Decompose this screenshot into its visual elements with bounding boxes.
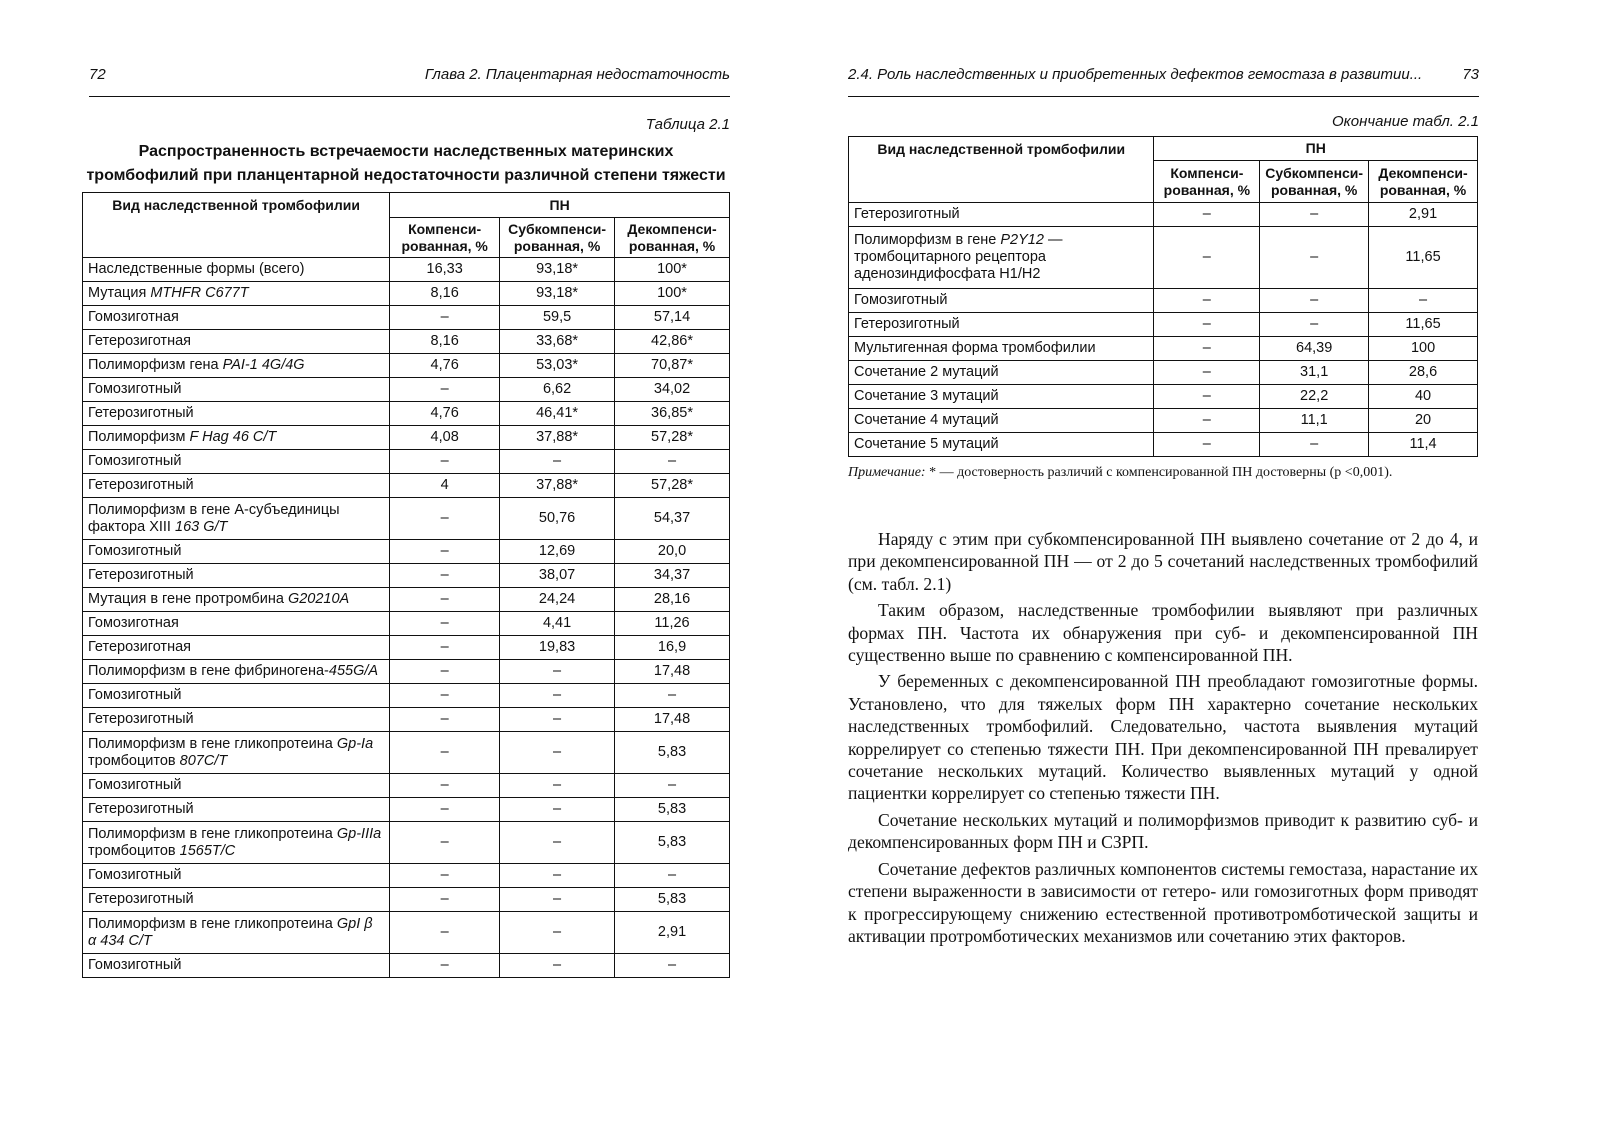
note-label: Примечание: (848, 465, 926, 480)
row-label: Полиморфизм в гене P2Y12 — тромбоцитарного рецептора аденозиндифосфата H1/H2 (849, 227, 1154, 289)
cell-value: 100 (1369, 337, 1478, 361)
cell-value: 16,9 (615, 636, 730, 660)
cell-value: – (615, 774, 730, 798)
cell-value: – (1260, 203, 1369, 227)
cell-value: 5,83 (615, 798, 730, 822)
cell-value: – (390, 498, 500, 540)
row-label: Гомозиготный (83, 378, 390, 402)
cell-value: – (500, 798, 615, 822)
cell-value: – (390, 306, 500, 330)
header-type: Вид наследственной тромбофилии (83, 193, 390, 258)
running-head: Глава 2. Плацентарная недостаточность (424, 66, 730, 83)
row-label: Мультигенная форма тромбофилии (849, 337, 1154, 361)
cell-value: – (615, 684, 730, 708)
cell-value: 17,48 (615, 660, 730, 684)
row-label: Гомозиготный (83, 774, 390, 798)
cell-value: – (390, 660, 500, 684)
cell-value: 42,86* (615, 330, 730, 354)
cell-value: – (1154, 313, 1260, 337)
row-label: Гетерозиготный (83, 708, 390, 732)
cell-value: 11,1 (1260, 409, 1369, 433)
running-head: 2.4. Роль наследственных и приобретенных дефектов гемостаза в развитии... (848, 66, 1423, 83)
cell-value: – (1154, 289, 1260, 313)
table-title: Распространенность встречаемости наследственных материнских тромбофилий при планцентарной недостаточности различной степени тяжести (86, 143, 726, 184)
cell-value: 37,88* (500, 426, 615, 450)
cell-value: 2,91 (1369, 203, 1478, 227)
header-subcompensated: Субкомпенси- рованная, % (500, 218, 615, 258)
cell-value: 64,39 (1260, 337, 1369, 361)
row-label: Сочетание 5 мутаций (849, 433, 1154, 457)
cell-value: 22,2 (1260, 385, 1369, 409)
cell-value: – (390, 888, 500, 912)
cell-value: – (390, 588, 500, 612)
cell-value: – (1154, 227, 1260, 289)
cell-value: 36,85* (615, 402, 730, 426)
cell-value: – (390, 822, 500, 864)
cell-value: 57,14 (615, 306, 730, 330)
cell-value: – (390, 450, 500, 474)
cell-value: 24,24 (500, 588, 615, 612)
cell-value: 4,76 (390, 354, 500, 378)
cell-value: – (1369, 289, 1478, 313)
cell-value: – (500, 954, 615, 978)
cell-value: – (390, 636, 500, 660)
row-label: Полиморфизм гена PAI-1 4G/4G (83, 354, 390, 378)
cell-value: 19,83 (500, 636, 615, 660)
table-row (83, 588, 730, 612)
row-label: Гетерозиготная (83, 636, 390, 660)
cell-value: – (1154, 433, 1260, 457)
row-label: Гомозиготный (83, 954, 390, 978)
cell-value: – (500, 684, 615, 708)
cell-value: 4 (390, 474, 500, 498)
cell-value: 100* (615, 258, 730, 282)
cell-value: – (390, 564, 500, 588)
cell-value: 5,83 (615, 822, 730, 864)
header-compensated: Компенси- рованная, % (390, 218, 500, 258)
row-label: Гомозиготный (849, 289, 1154, 313)
body-text (848, 528, 1478, 951)
page-number: 72 (89, 66, 106, 83)
paragraph: Таким образом, наследственные тромбофилии выявляют при различных формах ПН. Частота их обнаружения при суб- и декомпенсированной ПН существенно выше по сравнению с компенсированной ПН. (848, 600, 1478, 666)
cell-value: – (1154, 203, 1260, 227)
cell-value: – (500, 912, 615, 954)
cell-value: 5,83 (615, 732, 730, 774)
row-label: Гетерозиготный (83, 564, 390, 588)
cell-value: – (390, 912, 500, 954)
table-row (83, 540, 730, 564)
cell-value: 20,0 (615, 540, 730, 564)
row-label: Гомозиготная (83, 612, 390, 636)
row-label: Сочетание 3 мутаций (849, 385, 1154, 409)
cell-value: 31,1 (1260, 361, 1369, 385)
cell-value: – (390, 864, 500, 888)
table-row (849, 361, 1478, 385)
cell-value: 34,37 (615, 564, 730, 588)
table-row (83, 402, 730, 426)
row-label: Гетерозиготный (83, 474, 390, 498)
cell-value: 28,6 (1369, 361, 1478, 385)
row-label: Наследственные формы (всего) (83, 258, 390, 282)
cell-value: – (500, 822, 615, 864)
cell-value: 70,87* (615, 354, 730, 378)
row-label: Гетерозиготная (83, 330, 390, 354)
table-row (849, 409, 1478, 433)
table-note (848, 463, 1478, 483)
row-label: Полиморфизм F Hag 46 C/T (83, 426, 390, 450)
cell-value: – (1260, 227, 1369, 289)
cell-value: – (1260, 289, 1369, 313)
table-row (849, 289, 1478, 313)
table-row (83, 636, 730, 660)
cell-value: 34,02 (615, 378, 730, 402)
table-row (83, 912, 730, 954)
table-row (849, 433, 1478, 457)
cell-value: – (615, 864, 730, 888)
row-label: Гетерозиготный (849, 203, 1154, 227)
table-row (849, 203, 1478, 227)
table-row (849, 385, 1478, 409)
cell-value: – (500, 708, 615, 732)
table-row (83, 354, 730, 378)
cell-value: 11,4 (1369, 433, 1478, 457)
table-row (83, 330, 730, 354)
cell-value: 28,16 (615, 588, 730, 612)
cell-value: 16,33 (390, 258, 500, 282)
cell-value: 12,69 (500, 540, 615, 564)
table-row (83, 378, 730, 402)
cell-value: 54,37 (615, 498, 730, 540)
row-label: Гетерозиготный (83, 798, 390, 822)
page-number: 73 (1462, 66, 1479, 83)
row-label: Гомозиготный (83, 684, 390, 708)
cell-value: – (390, 954, 500, 978)
row-label: Гетерозиготный (83, 888, 390, 912)
table-row (83, 732, 730, 774)
table-caption: Окончание табл. 2.1 (1332, 113, 1479, 130)
cell-value: – (615, 450, 730, 474)
header-decompensated: Декомпенси- рованная, % (615, 218, 730, 258)
cell-value: – (500, 888, 615, 912)
cell-value: 93,18* (500, 258, 615, 282)
left-page (0, 0, 800, 1124)
cell-value: – (390, 378, 500, 402)
table-row (83, 822, 730, 864)
table-row (83, 498, 730, 540)
cell-value: 5,83 (615, 888, 730, 912)
cell-value: – (1154, 385, 1260, 409)
table-row (83, 798, 730, 822)
cell-value: 37,88* (500, 474, 615, 498)
cell-value: 8,16 (390, 330, 500, 354)
table-row (83, 450, 730, 474)
thrombophilia-table (82, 192, 730, 978)
cell-value: – (390, 540, 500, 564)
table-row (83, 660, 730, 684)
table-row (83, 258, 730, 282)
cell-value: – (390, 732, 500, 774)
table-row (83, 306, 730, 330)
cell-value: – (390, 708, 500, 732)
cell-value: – (390, 798, 500, 822)
header-type: Вид наследственной тромбофилии (849, 137, 1154, 203)
table-caption: Таблица 2.1 (645, 116, 730, 133)
row-label: Мутация MTHFR C677T (83, 282, 390, 306)
row-label: Гомозиготный (83, 864, 390, 888)
row-label: Сочетание 4 мутаций (849, 409, 1154, 433)
cell-value: 17,48 (615, 708, 730, 732)
cell-value: 38,07 (500, 564, 615, 588)
table-row (83, 474, 730, 498)
table-row (83, 888, 730, 912)
cell-value: – (500, 774, 615, 798)
cell-value: – (500, 732, 615, 774)
cell-value: – (615, 954, 730, 978)
table-row (83, 708, 730, 732)
cell-value: 57,28* (615, 426, 730, 450)
cell-value: – (1260, 433, 1369, 457)
table-row (849, 227, 1478, 289)
cell-value: 11,26 (615, 612, 730, 636)
cell-value: – (390, 684, 500, 708)
header-compensated: Компенси- рованная, % (1154, 161, 1260, 203)
row-label: Полиморфизм в гене А-субъединицы фактора XIII 163 G/T (83, 498, 390, 540)
header-group: ПН (1154, 137, 1478, 161)
cell-value: – (500, 660, 615, 684)
paragraph: Сочетание нескольких мутаций и полиморфизмов приводит к развитию суб- и декомпенсированных форм ПН и СЗРП. (848, 809, 1478, 853)
table-row (83, 954, 730, 978)
cell-value: 4,76 (390, 402, 500, 426)
row-label: Сочетание 2 мутаций (849, 361, 1154, 385)
cell-value: – (1260, 313, 1369, 337)
row-label: Полиморфизм в гене гликопротеина Gp-IIIa тромбоцитов 1565T/C (83, 822, 390, 864)
table-row (83, 426, 730, 450)
cell-value: 100* (615, 282, 730, 306)
row-label: Гетерозиготный (83, 402, 390, 426)
header-rule (89, 96, 730, 97)
right-page (800, 0, 1601, 1124)
table-row (83, 282, 730, 306)
cell-value: 4,08 (390, 426, 500, 450)
table-row (849, 337, 1478, 361)
row-label: Полиморфизм в гене гликопротеина GpI β α 434 C/T (83, 912, 390, 954)
cell-value: 8,16 (390, 282, 500, 306)
table-row (83, 774, 730, 798)
cell-value: 11,65 (1369, 313, 1478, 337)
row-label: Полиморфизм в гене фибриногена-455G/A (83, 660, 390, 684)
cell-value: 53,03* (500, 354, 615, 378)
row-label: Гетерозиготный (849, 313, 1154, 337)
row-label: Гомозиготная (83, 306, 390, 330)
cell-value: 11,65 (1369, 227, 1478, 289)
note-text: * — достоверность различий с компенсированной ПН достоверны (р <0,001). (925, 465, 1393, 480)
row-label: Гомозиготный (83, 540, 390, 564)
cell-value: – (500, 450, 615, 474)
cell-value: – (1154, 361, 1260, 385)
cell-value: – (390, 612, 500, 636)
row-label: Мутация в гене протромбина G20210A (83, 588, 390, 612)
table-row (83, 612, 730, 636)
cell-value: 6,62 (500, 378, 615, 402)
cell-value: 50,76 (500, 498, 615, 540)
table-row (83, 864, 730, 888)
cell-value: 59,5 (500, 306, 615, 330)
cell-value: – (1154, 337, 1260, 361)
cell-value: 57,28* (615, 474, 730, 498)
cell-value: 46,41* (500, 402, 615, 426)
paragraph: Наряду с этим при субкомпенсированной ПН выявлено сочетание от 2 до 4, и при декомпенсированной ПН — от 2 до 5 сочетаний наследственных тромбофилий (см. табл. 2.1) (848, 529, 1478, 594)
cell-value: 4,41 (500, 612, 615, 636)
table-row (849, 313, 1478, 337)
cell-value: – (1154, 409, 1260, 433)
cell-value: 20 (1369, 409, 1478, 433)
cell-value: 93,18* (500, 282, 615, 306)
header-group: ПН (390, 193, 730, 218)
cell-value: – (390, 774, 500, 798)
header-subcompensated: Субкомпенси- рованная, % (1260, 161, 1369, 203)
row-label: Полиморфизм в гене гликопротеина Gp-Ia тромбоцитов 807C/T (83, 732, 390, 774)
cell-value: 40 (1369, 385, 1478, 409)
header-rule (848, 96, 1479, 97)
table-row (83, 684, 730, 708)
row-label: Гомозиготный (83, 450, 390, 474)
header-decompensated: Декомпенси- рованная, % (1369, 161, 1478, 203)
table-row (83, 564, 730, 588)
cell-value: 33,68* (500, 330, 615, 354)
cell-value: – (500, 864, 615, 888)
cell-value: 2,91 (615, 912, 730, 954)
thrombophilia-table-continued (848, 136, 1478, 457)
paragraph: Сочетание дефектов различных компонентов системы гемостаза, нарастание их степени выраженности в зависимости от гетеро- или гомозиготных форм приводят к прогрессирующему снижению естественной противотромботической защиты и активации протромботических механизмов или сочетанию этих факторов. (848, 858, 1478, 946)
paragraph: У беременных с декомпенсированной ПН преобладают гомозиготные формы. Установлено, что для тяжелых форм ПН характерно сочетание нескольких наследственных тромбофилий. Следовательно, частота выявления мутаций коррелирует со степенью тяжести ПН. При декомпенсированной ПН превалирует сочетание нескольких мутаций. Количество выявленных мутаций у одной пациентки коррелирует со степенью тяжести ПН. (848, 671, 1478, 804)
